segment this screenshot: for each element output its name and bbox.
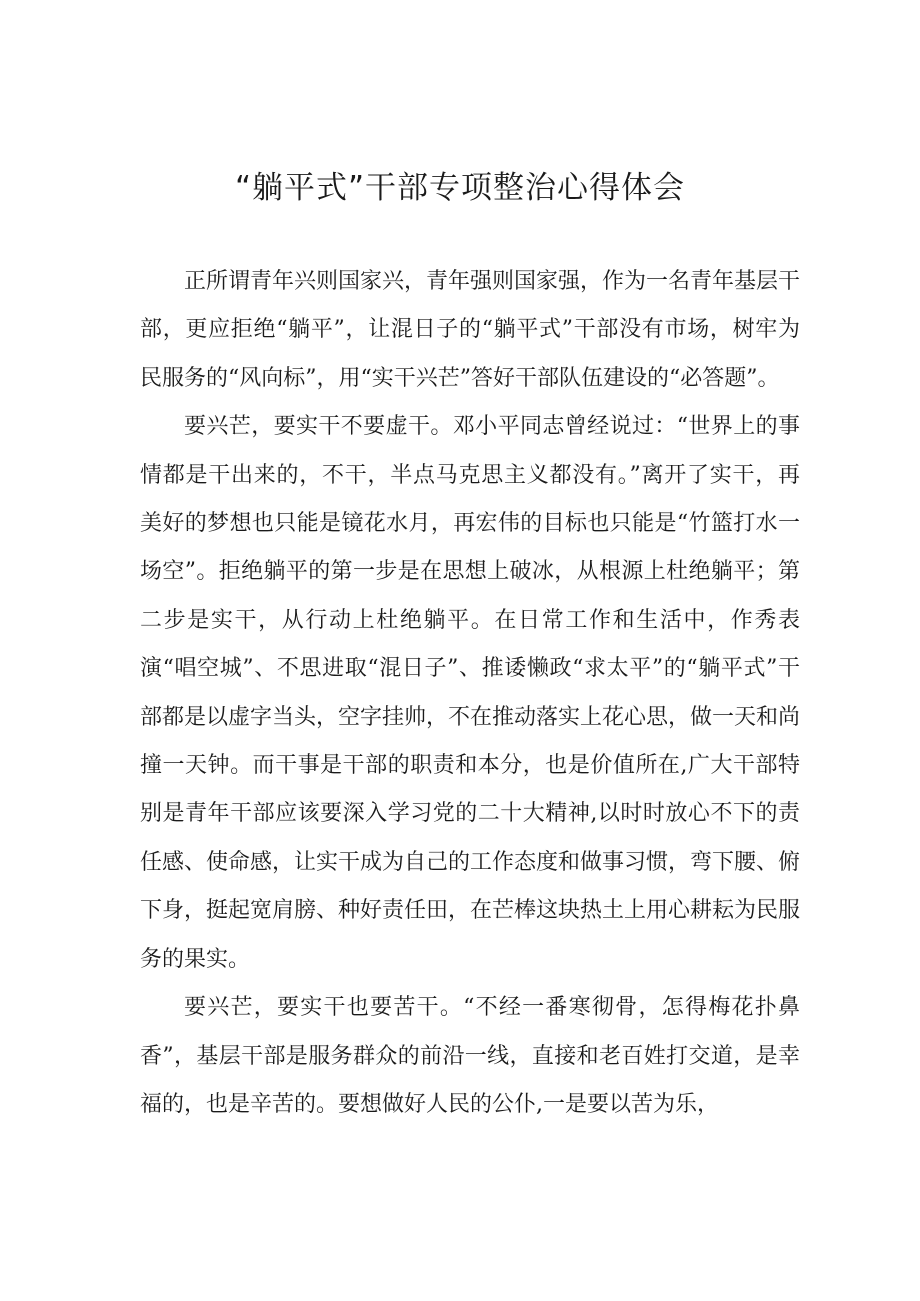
paragraph-hard-work: 要兴芒，要实干也要苦干。“不经一番寒彻骨，怎得梅花扑鼻香”，基层干部是服务群众的前沿一线，直接和老百姓打交道，是幸福的，也是辛苦的。要想做好人民的公仆,一是要以苦为乐， — [140, 995, 800, 1117]
document-body — [140, 258, 800, 1129]
paragraph-practical-work: 要兴芒，要实干不要虚干。邓小平同志曾经说过：“世界上的事情都是干出来的，不干，半点马克思主义都没有。”离开了实干，再美好的梦想也只能是镜花水月，再宏伟的目标也只能是“竹篮打水一场空”。拒绝躺平的第一步是在思想上破冰，从根源上杜绝躺平；第二步是实干，从行动上杜绝躺平。在日常工作和生活中，作秀表演“唱空城”、不思进取“混日子”、推诿懒政“求太平”的“躺平式”干部都是以虚字当头，空字挂帅，不在推动落实上花心思，做一天和尚撞一天钟。而干事是干部的职责和本分，也是价值所在,广大干部特别是青年干部应该要深入学习党的二十大精神,以时时放心不下的责任感、使命感，让实干成为自己的工作态度和做事习惯，弯下腰、俯下身，挺起宽肩膀、种好责任田，在芒棒这块热土上用心耕耘为民服务的果实。 — [140, 414, 801, 972]
document-title: “躺平式”干部专项整治心得体会 — [234, 170, 686, 206]
paragraph-intro: 正所谓青年兴则国家兴，青年强则国家强，作为一名青年基层干部，更应拒绝“躺平”，让混日子的“躺平式”干部没有市场，树牢为民服务的“风向标”，用“实干兴芒”答好干部队伍建设的“必答题”。 — [140, 269, 801, 391]
